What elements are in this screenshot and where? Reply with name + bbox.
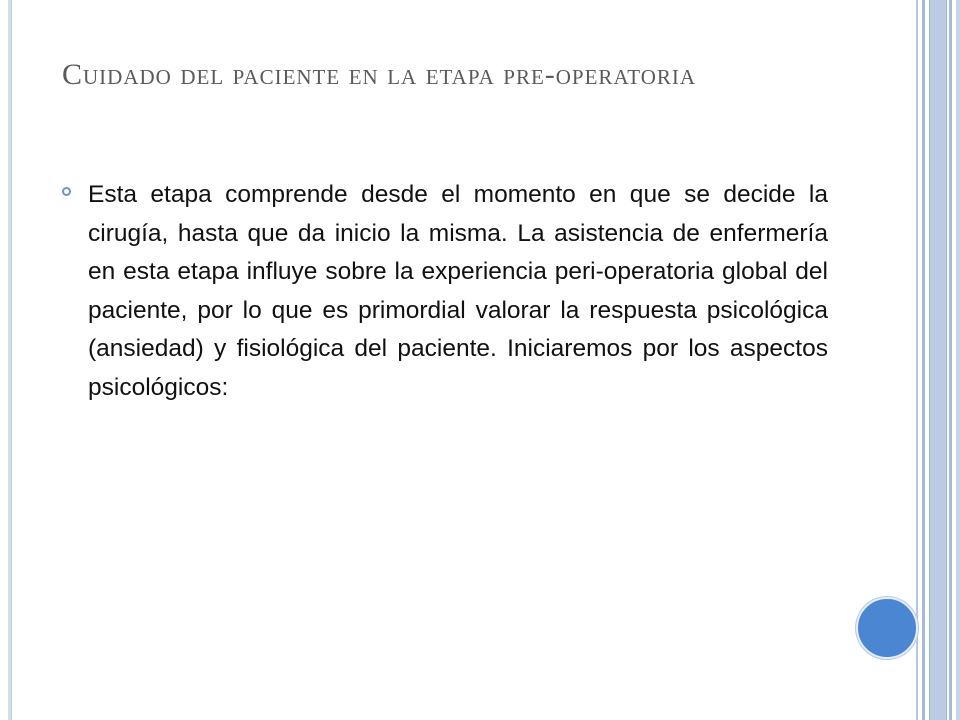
slide-title: Cuidado del paciente en la etapa pre-operatoria — [62, 58, 697, 91]
bullet-text: Esta etapa comprende desde el momento en que se decide la cirugía, hasta que da inicio la misma. La asistencia de enfermería en esta etapa influye sobre la experiencia peri-operatoria global del paciente, por lo que es primordial valorar la respuesta psicológica (ansiedad) y fisiológica del paciente. Iniciaremos por los aspectos psicológicos: — [88, 181, 828, 401]
stripe — [949, 0, 952, 720]
bullet-circle-icon — [62, 187, 71, 196]
stripe — [922, 0, 925, 720]
bullet-item — [62, 176, 828, 407]
right-decorative-stripes — [916, 0, 960, 720]
stripe — [956, 0, 960, 720]
decorative-circle — [856, 597, 918, 659]
left-frame-line — [8, 0, 12, 720]
stripe — [916, 0, 918, 720]
stripe — [929, 0, 947, 720]
